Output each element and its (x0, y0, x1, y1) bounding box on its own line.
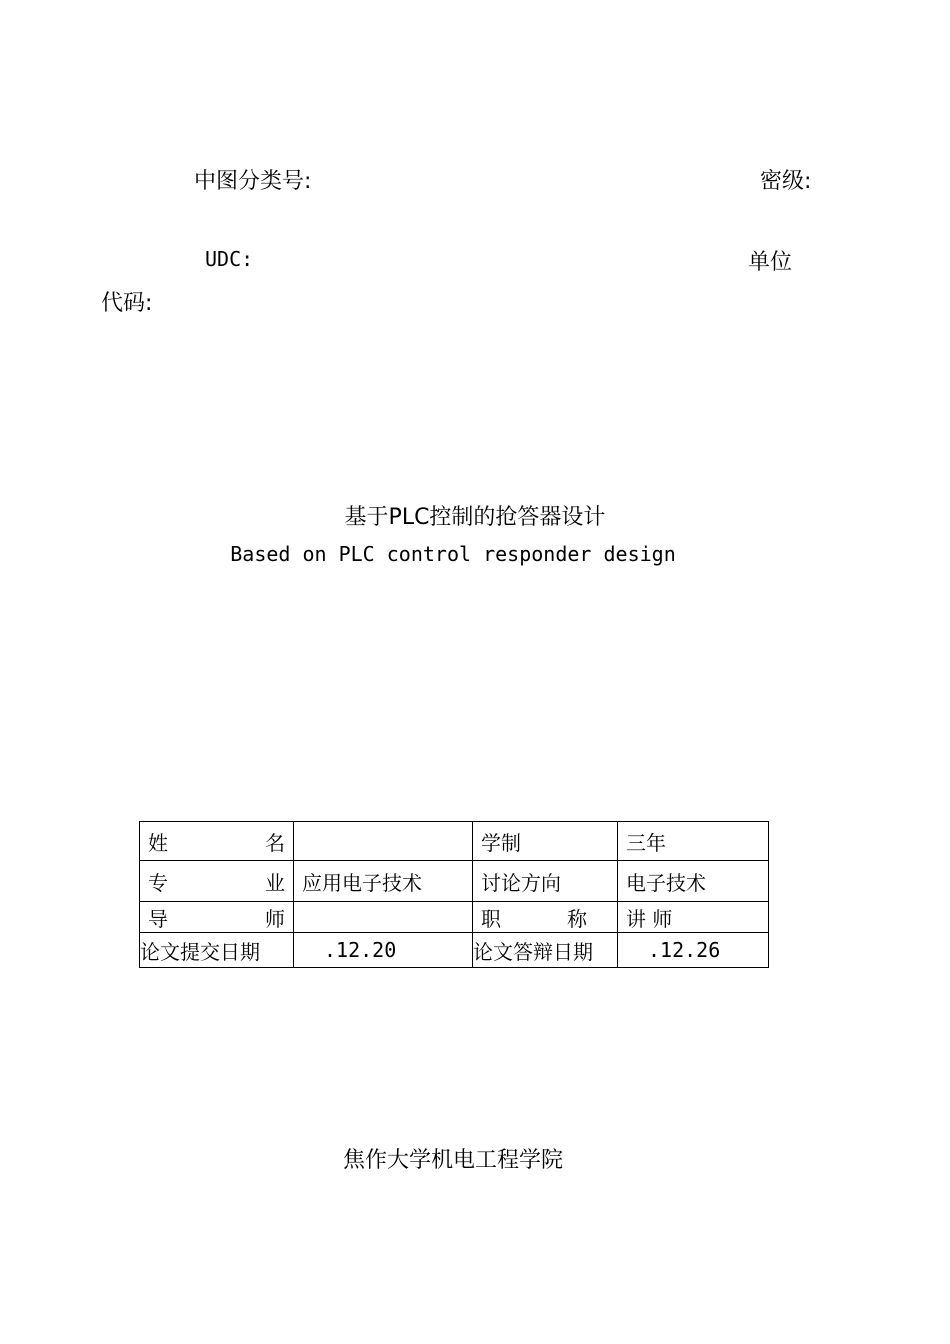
advisor-label-char2: 师 (265, 906, 285, 931)
title-label-char2: 称 (567, 906, 587, 931)
name-label-cell (140, 822, 294, 861)
name-label-char1: 姓 (148, 830, 168, 855)
submit-date-value-cell: .12.20 (294, 933, 473, 968)
udc-label: UDC: (205, 247, 254, 271)
secret-level-label: 密级: (760, 169, 812, 194)
title-label-char1: 职 (481, 906, 501, 931)
defense-date-label-cell: 论文答辩日期 (473, 933, 618, 968)
advisor-label-cell (140, 902, 294, 933)
classification-number-label: 中图分类号: (194, 169, 312, 194)
title-chinese: 基于PLC控制的抢答器设计 (344, 505, 606, 530)
major-label-cell (140, 861, 294, 902)
unit-code-label-line1: 单位 (748, 250, 793, 275)
name-label-char2: 名 (265, 830, 285, 855)
defense-date-value-cell: .12.26 (618, 933, 769, 968)
advisor-label-char1: 导 (148, 906, 168, 931)
direction-value-cell: 电子技术 (618, 861, 769, 902)
direction-label-cell: 讨论方向 (473, 861, 618, 902)
name-value-cell (294, 822, 473, 861)
unit-code-label-line2: 代码: (101, 291, 153, 316)
institution-name: 焦作大学机电工程学院 (342, 1148, 563, 1173)
major-value-cell: 应用电子技术 (294, 861, 473, 902)
system-value-cell: 三年 (618, 822, 769, 861)
major-label-char2: 业 (265, 870, 285, 895)
submit-date-label-cell: 论文提交日期 (140, 933, 294, 968)
table-row-advisor (140, 902, 769, 933)
title-label-cell (473, 902, 618, 933)
student-info-table (139, 821, 769, 968)
system-label-cell: 学制 (473, 822, 618, 861)
advisor-value-cell (294, 902, 473, 933)
table-row-name (140, 822, 769, 861)
table-row-major (140, 861, 769, 902)
title-english: Based on PLC control responder design (230, 542, 676, 566)
major-label-char1: 专 (148, 870, 168, 895)
title-value-cell: 讲 师 (618, 902, 769, 933)
table-row-dates (140, 933, 769, 968)
